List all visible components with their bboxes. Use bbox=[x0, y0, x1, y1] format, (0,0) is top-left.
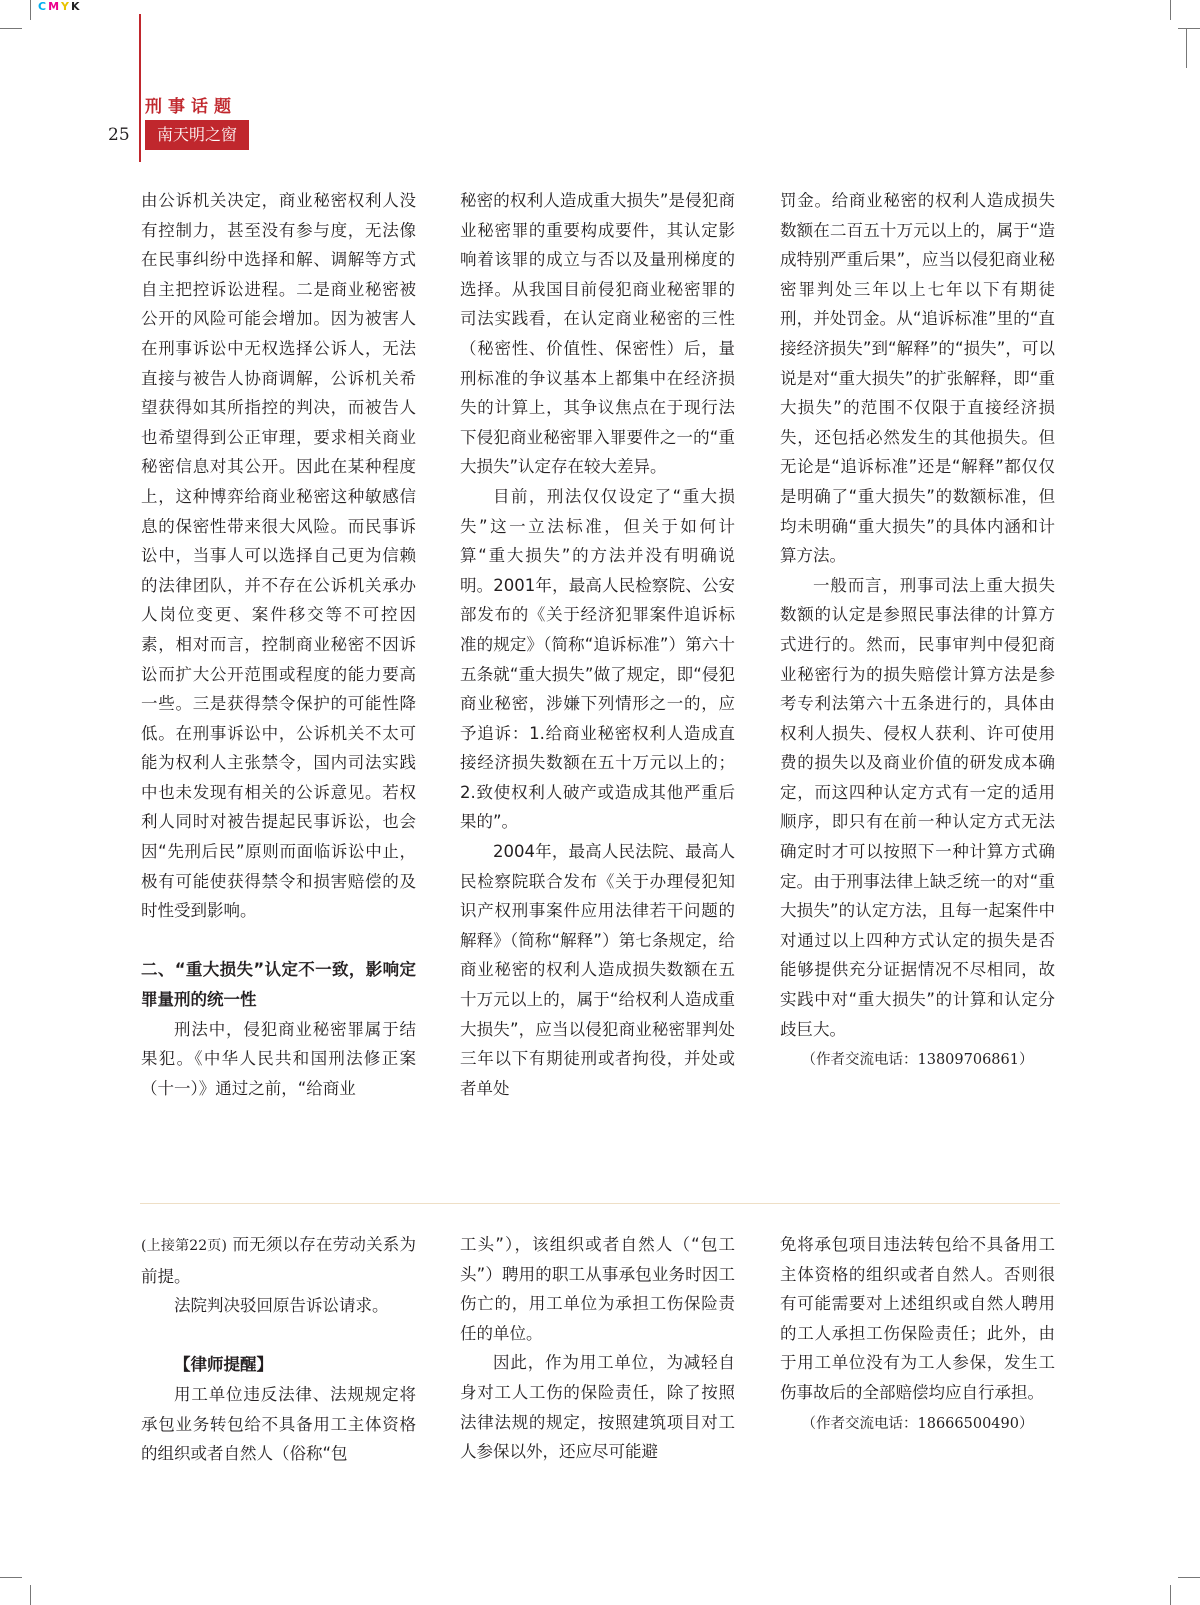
lawyer-tip-heading: 【律师提醒】 bbox=[174, 1355, 273, 1375]
column-name-badge: 南天明之窗 bbox=[145, 120, 249, 150]
body-paragraph bbox=[141, 1230, 416, 1291]
article1-column-1 bbox=[141, 186, 416, 1103]
body-paragraph: 2004年，最高人民法院、最高人民检察院联合发布《关于办理侵犯知识产权刑事案件应用法律若干问题的解释》（简称“解释”）第七条规定，给商业秘密的权利人造成损失数额在五十万元以上的，属于“给权利人造成重大损失”，应当以侵犯商业秘密罪判处三年以下有期徒刑或者拘役，并处或者单处 bbox=[460, 842, 735, 1098]
crop-mark bbox=[0, 28, 22, 29]
body-paragraph: 用工单位违反法律、法规规定将承包业务转包给不具备用工主体资格的组织或者自然人（俗称“包 bbox=[141, 1384, 416, 1464]
body-text: 而无须以存在劳动关系为前提。 bbox=[141, 1235, 416, 1286]
section-title: 刑事话题 bbox=[145, 97, 237, 117]
crop-mark bbox=[1178, 1577, 1200, 1578]
crop-mark bbox=[30, 0, 31, 20]
body-paragraph: 一般而言，刑事司法上重大损失数额的认定是参照民事法律的计算方式进行的。然而，民事审判中侵犯商业秘密行为的损失赔偿计算方法是参考专利法第六十五条进行的，具体由权利人损失、侵权人获利、许可使用费的损失以及商业价值的研发成本确定，而这四种认定方式有一定的适用顺序，即只有在前一种认定方式无法确定时才可以按照下一种计算方式确定。由于刑事法律上缺乏统一的对“重大损失”的认定方法，且每一起案件中对通过以上四种方式认定的损失是否能够提供充分证据情况不尽相同，故实践中对“重大损失”的计算和认定分歧巨大。 bbox=[780, 575, 1055, 1039]
body-paragraph: 因此，作为用工单位，为减轻自身对工人工伤的保险责任，除了按照法律法规的规定，按照建筑项目对工人参保以外，还应尽可能避 bbox=[460, 1353, 735, 1462]
author-contact: （作者交流电话：18666500490） bbox=[801, 1415, 1034, 1432]
article2-column-2 bbox=[460, 1230, 735, 1467]
body-paragraph: 免将承包项目违法转包给不具备用工主体资格的组织或者自然人。否则很有可能需要对上述组织或自然人聘用的工人承担工伤保险责任；此外，由于用工单位没有为工人参保，发生工伤事故后的全部赔偿均应自行承担。 bbox=[780, 1235, 1055, 1402]
body-paragraph: 工头”），该组织或者自然人（“包工头”）聘用的职工从事承包业务时因工伤亡的，用工单位为承担工伤保险责任的单位。 bbox=[460, 1235, 735, 1343]
article1-column-2 bbox=[460, 186, 735, 1103]
article-divider bbox=[140, 1203, 1060, 1204]
article2-column-3 bbox=[780, 1230, 1055, 1439]
body-paragraph: 刑法中，侵犯商业秘密罪属于结果犯。《中华人民共和国刑法修正案（十一）》通过之前，“给商业 bbox=[141, 1019, 416, 1098]
crop-mark bbox=[30, 1585, 31, 1605]
section-heading: 二、“重大损失”认定不一致，影响定罪量刑的统一性 bbox=[141, 960, 416, 1010]
article2-column-1 bbox=[141, 1230, 416, 1469]
header-red-rule bbox=[139, 14, 141, 162]
body-paragraph: 秘密的权利人造成重大损失”是侵犯商业秘密罪的重要构成要件，其认定影响着该罪的成立与否以及量刑梯度的选择。从我国目前侵犯商业秘密罪的司法实践看，在认定商业秘密的三性（秘密性、价值性、保密性）后，量刑标准的争议基本上都集中在经济损失的计算上，其争议焦点在于现行法下侵犯商业秘密罪入罪要件之一的“重大损失”认定存在较大差异。 bbox=[460, 191, 735, 477]
body-paragraph: 目前，刑法仅仅设定了“重大损失”这一立法标准，但关于如何计算“重大损失”的方法并没有明确说明。2001年，最高人民检察院、公安部发布的《关于经济犯罪案件追诉标准的规定》（简称“追诉标准”）第六十五条就“重大损失”做了规定，即“侵犯商业秘密，涉嫌下列情形之一的，应予追诉：1.给商业秘密权利人造成直接经济损失数额在五十万元以上的；2.致使权利人破产或造成其他严重后果的”。 bbox=[460, 486, 735, 832]
continued-from-note: (上接第22页) bbox=[141, 1238, 227, 1254]
page-number: 25 bbox=[108, 125, 130, 145]
crop-mark bbox=[1178, 28, 1200, 29]
crop-mark bbox=[0, 1577, 22, 1578]
crop-mark bbox=[1186, 28, 1187, 68]
crop-mark bbox=[1170, 0, 1171, 20]
body-paragraph: 由公诉机关决定，商业秘密权利人没有控制力，甚至没有参与度，无法像在民事纠纷中选择和解、调解等方式自主把控诉讼进程。二是商业秘密被公开的风险可能会增加。因为被害人在刑事诉讼中无权选择公诉人，无法直接与被告人协商调解，公诉机关希望获得如其所指控的判决，而被告人也希望得到公正审理，要求相关商业秘密信息对其公开。因此在某种程度上，这种博弈给商业秘密这种敏感信息的保密性带来很大风险。而民事诉讼中，当事人可以选择自己更为信赖的法律团队，并不存在公诉机关承办人岗位变更、案件移交等不可控因素，相对而言，控制商业秘密不因诉讼而扩大公开范围或程度的能力要高一些。三是获得禁令保护的可能性降低。在刑事诉讼中，公诉机关不太可能为权利人主张禁令，国内司法实践中也未发现有相关的公诉意见。若权利人同时对被告提起民事诉讼，也会因“先刑后民”原则而面临诉讼中止，极有可能使获得禁令和损害赔偿的及时性受到影响。 bbox=[141, 191, 416, 921]
body-paragraph: 罚金。给商业秘密的权利人造成损失数额在二百五十万元以上的，属于“造成特别严重后果”，应当以侵犯商业秘密罪判处三年以上七年以下有期徒刑，并处罚金。从“追诉标准”里的“直接经济损失”到“解释”的“损失”，可以说是对“重大损失”的扩张解释，即“重大损失”的范围不仅限于直接经济损失，还包括必然发生的其他损失。但无论是“追诉标准”还是“解释”都仅仅是明确了“重大损失”的数额标准，但均未明确“重大损失”的具体内涵和计算方法。 bbox=[780, 191, 1055, 566]
crop-mark bbox=[1170, 1585, 1171, 1605]
article1-column-3 bbox=[780, 186, 1055, 1076]
body-paragraph: 法院判决驳回原告诉讼请求。 bbox=[174, 1296, 389, 1316]
author-contact: （作者交流电话：13809706861） bbox=[801, 1052, 1034, 1069]
cmyk-print-mark: CMYK bbox=[38, 0, 82, 13]
